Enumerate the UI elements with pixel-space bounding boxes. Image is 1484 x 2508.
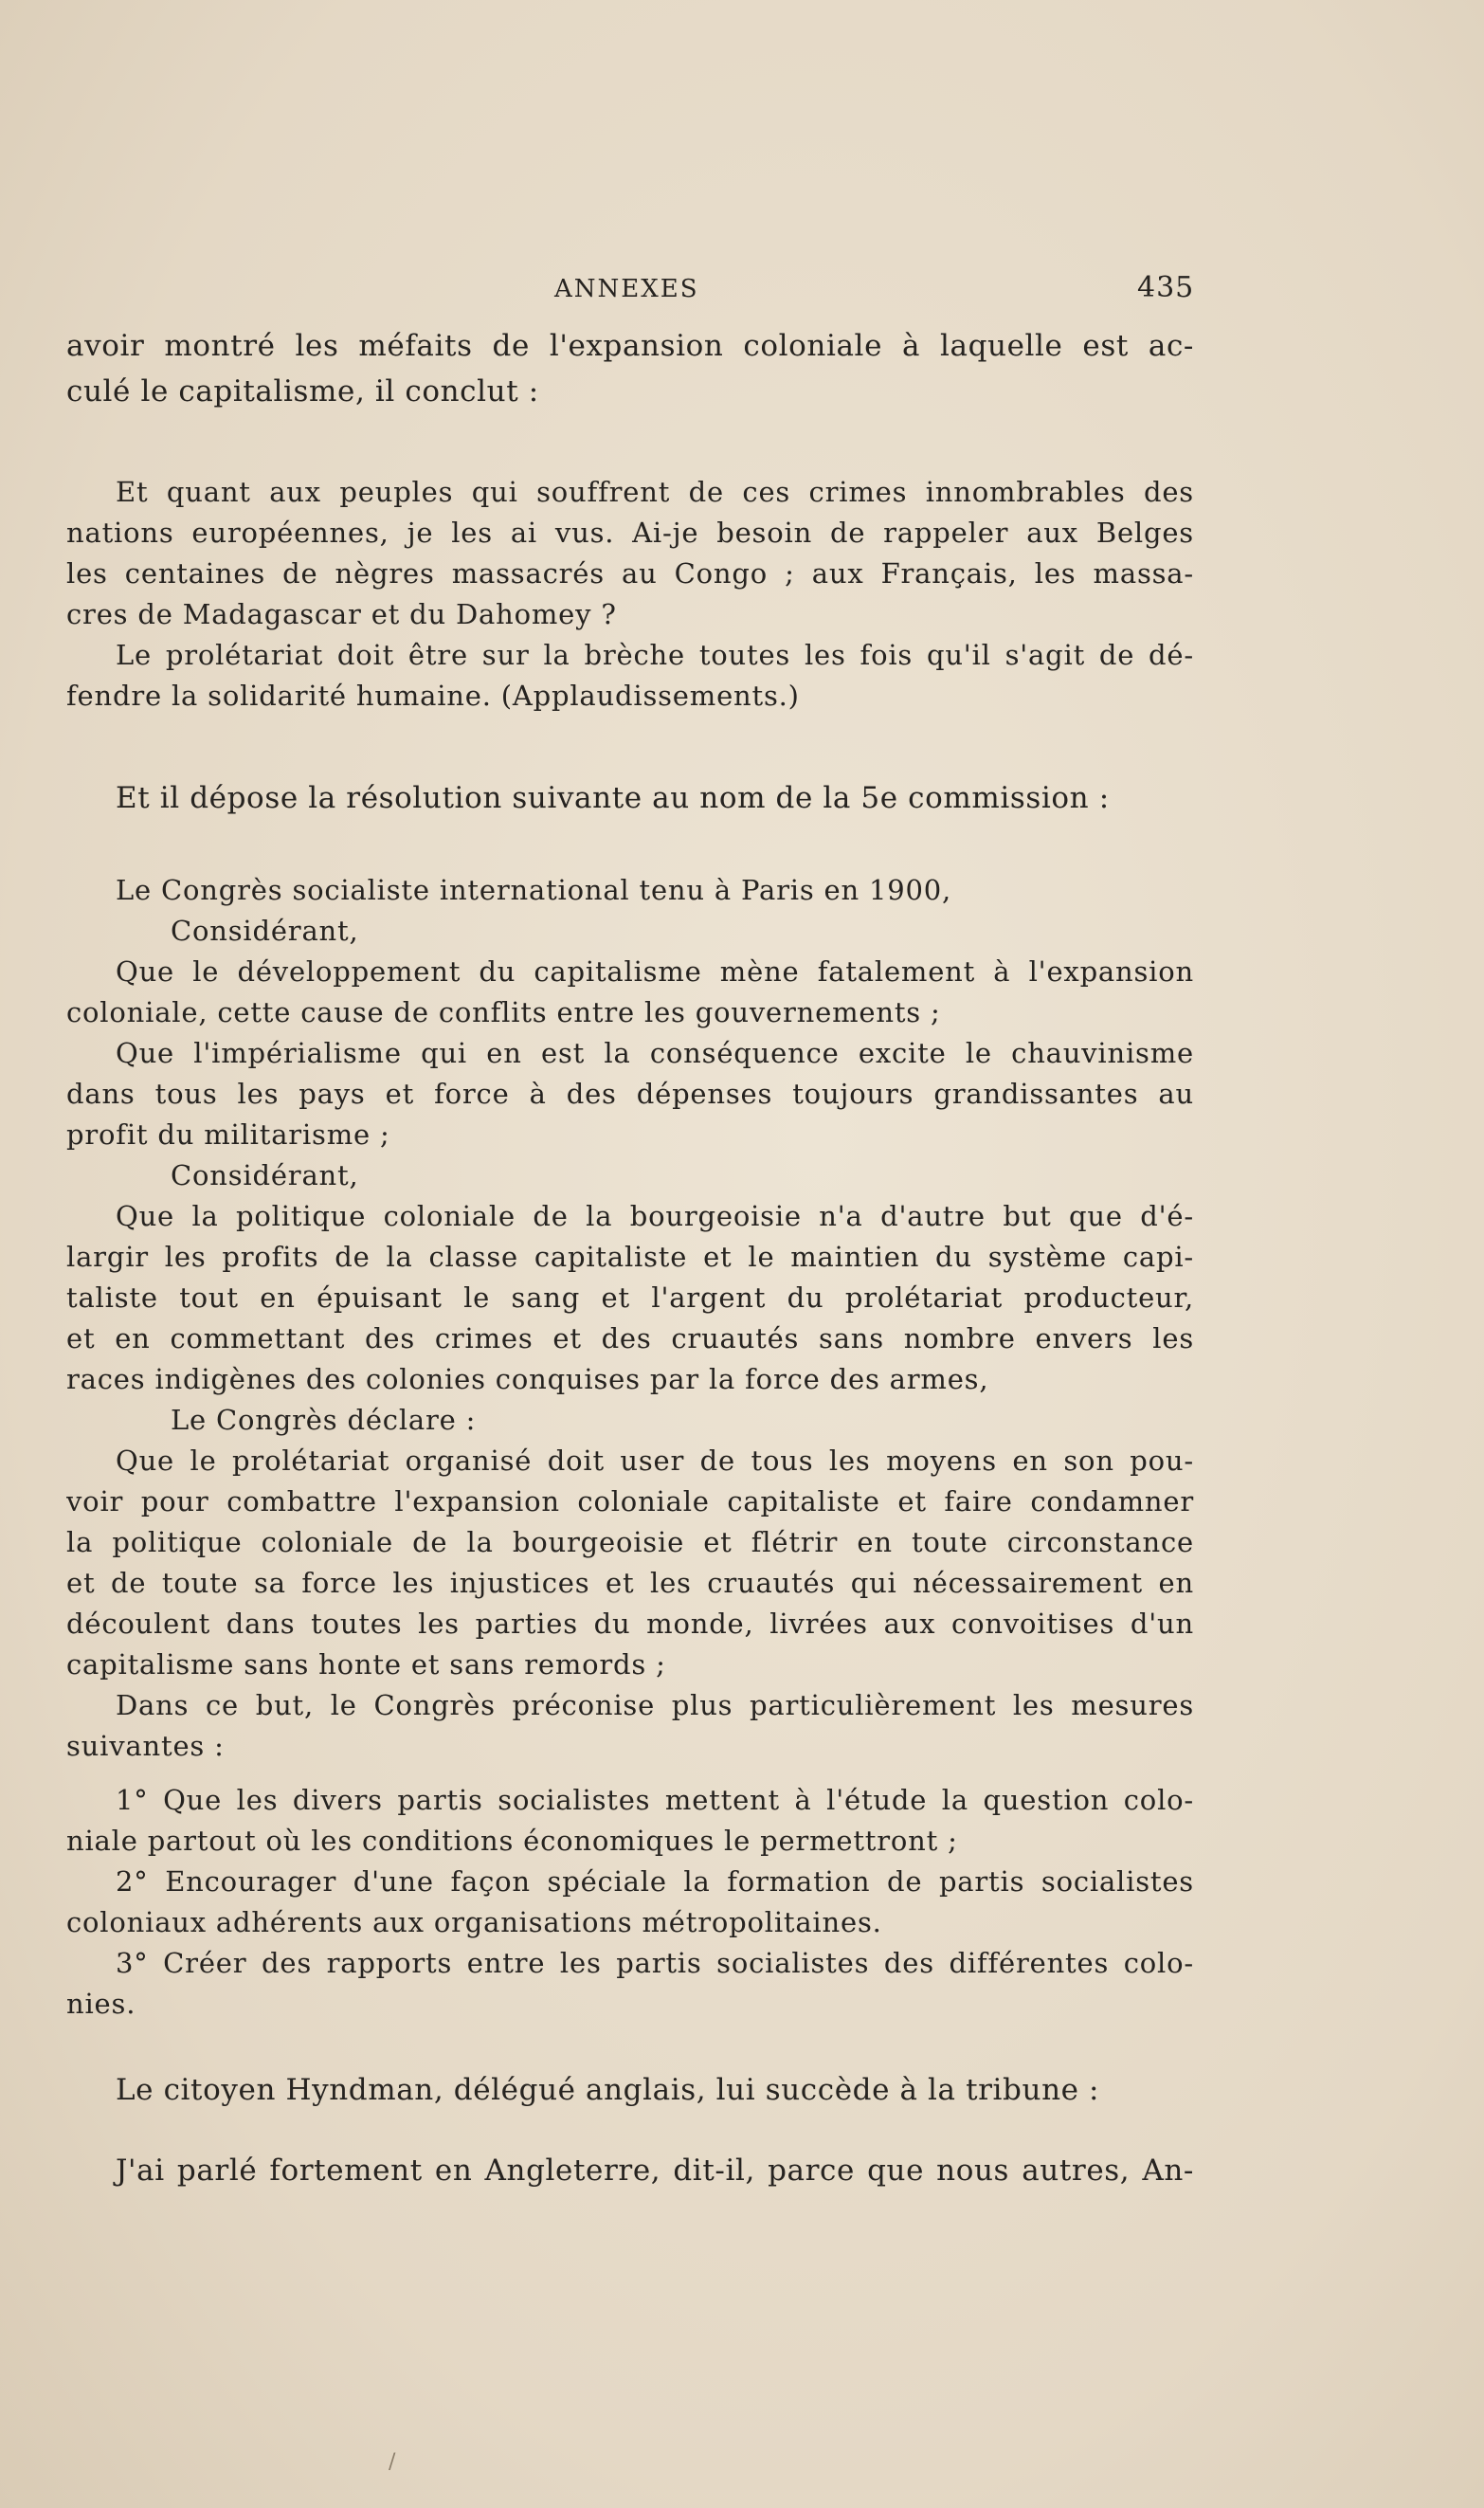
page-number: 435 (1137, 271, 1195, 304)
text-line: races indigènes des colonies conquises par la force des armes, (66, 1363, 989, 1395)
text-line: coloniaux adhérents aux organisations métropolitaines. (66, 1906, 882, 1938)
text-line: voir pour combattre l'expansion coloniale capitaliste et faire condamner (66, 1485, 1194, 1518)
text-line: cres de Madagascar et du Dahomey ? (66, 598, 617, 630)
text-line: fendre la solidarité humaine. (Applaudissements.) (66, 680, 800, 712)
text-line: les centaines de nègres massacrés au Congo ; aux Français, les massa- (66, 557, 1194, 590)
text-line: et en commettant des crimes et des cruautés sans nombre envers les (66, 1322, 1194, 1354)
text-line: capitalisme sans honte et sans remords ; (66, 1648, 666, 1681)
running-title: ANNEXES (554, 275, 699, 303)
text-line: Que l'impérialisme qui en est la conséquence excite le chauvinisme (116, 1037, 1194, 1069)
text-line: et de toute sa force les injustices et les cruautés qui nécessairement en (66, 1567, 1194, 1599)
text-line: Le prolétariat doit être sur la brèche toutes les fois qu'il s'agit de dé- (116, 639, 1194, 671)
text-line: niale partout où les conditions économiques le permettront ; (66, 1825, 958, 1857)
text-line: Le Congrès socialiste international tenu à Paris en 1900, (116, 874, 952, 906)
text-line: Et quant aux peuples qui souffrent de ces crimes innombrables des (116, 476, 1194, 508)
text-line: nies. (66, 1988, 136, 2020)
text-line: Que le développement du capitalisme mène fatalement à l'expansion (116, 955, 1194, 988)
text-line: Considérant, (171, 1159, 359, 1191)
text-line: Le citoyen Hyndman, délégué anglais, lui succède à la tribune : (116, 2073, 1100, 2107)
text-line: nations européennes, je les ai vus. Ai-je besoin de rappeler aux Belges (66, 517, 1194, 549)
text-line: 2° Encourager d'une façon spéciale la formation de partis socialistes (116, 1865, 1194, 1898)
footer-mark: / (389, 2450, 396, 2474)
text-line: J'ai parlé fortement en Angleterre, dit-il, parce que nous autres, An- (116, 2154, 1194, 2188)
text-line: suivantes : (66, 1730, 225, 1762)
text-line: profit du militarisme ; (66, 1118, 390, 1151)
text-line: avoir montré les méfaits de l'expansion coloniale à laquelle est ac- (66, 329, 1194, 363)
text-line: Considérant, (171, 915, 359, 947)
text-line: taliste tout en épuisant le sang et l'argent du prolétariat producteur, (66, 1281, 1194, 1314)
text-line: Que la politique coloniale de la bourgeoisie n'a d'autre but que d'é- (116, 1200, 1194, 1232)
text-line: la politique coloniale de la bourgeoisie et flétrir en toute circonstance (66, 1526, 1194, 1558)
text-line: Le Congrès déclare : (171, 1404, 477, 1436)
text-line: découlent dans toutes les parties du monde, livrées aux convoitises d'un (66, 1608, 1194, 1640)
text-line: culé le capitalisme, il conclut : (66, 374, 539, 409)
text-line: largir les profits de la classe capitaliste et le maintien du système capi- (66, 1241, 1194, 1273)
text-line: Et il dépose la résolution suivante au nom de la 5e commission : (116, 781, 1110, 815)
text-line: Dans ce but, le Congrès préconise plus particulièrement les mesures (116, 1689, 1194, 1721)
text-line: 3° Créer des rapports entre les partis socialistes des différentes colo- (116, 1947, 1194, 1979)
text-line: 1° Que les divers partis socialistes mettent à l'étude la question colo- (116, 1784, 1194, 1816)
text-line: coloniale, cette cause de conflits entre les gouvernements ; (66, 996, 941, 1028)
text-line: dans tous les pays et force à des dépenses toujours grandissantes au (66, 1078, 1194, 1110)
text-line: Que le prolétariat organisé doit user de tous les moyens en son pou- (116, 1445, 1194, 1477)
